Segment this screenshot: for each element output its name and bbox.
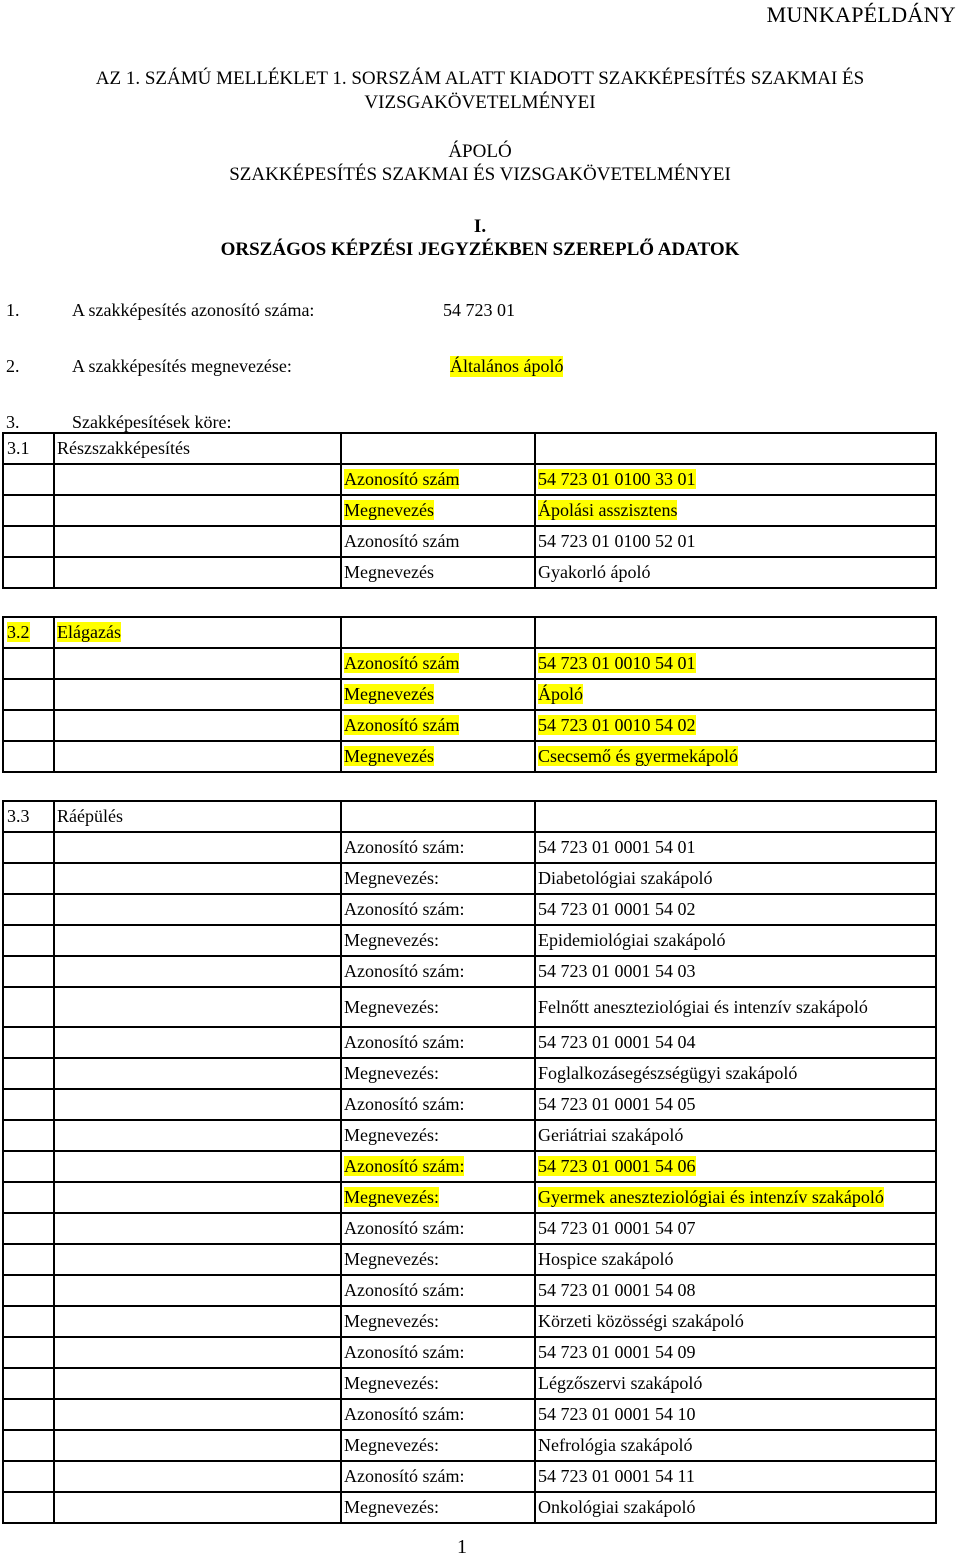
row-key: Megnevezés: (344, 930, 439, 950)
row-value: Geriátriai szakápoló (538, 1125, 684, 1145)
row-value: 54 723 01 0001 54 10 (538, 1404, 696, 1424)
row-value: 54 723 01 0001 54 08 (538, 1280, 696, 1300)
row-value: 54 723 01 0001 54 07 (538, 1218, 696, 1238)
table-row (3, 526, 936, 557)
item-2-number: 2. (6, 356, 20, 376)
table-row (3, 1337, 936, 1368)
row-key: Azonosító szám (344, 715, 460, 735)
table-row (3, 1492, 936, 1523)
row-key: Megnevezés: (344, 1311, 439, 1331)
item-3-number: 3. (6, 412, 20, 432)
row-key: Megnevezés (344, 562, 434, 582)
row-value: Csecsemő és gyermekápoló (538, 746, 738, 766)
table-row (3, 1120, 936, 1151)
row-key: Azonosító szám (344, 469, 460, 489)
row-value: Diabetológiai szakápoló (538, 868, 713, 888)
table-row (3, 495, 936, 526)
row-key: Azonosító szám (344, 653, 460, 673)
table-header-row (3, 801, 936, 832)
table-row (3, 925, 936, 956)
row-value: 54 723 01 0001 54 06 (538, 1156, 696, 1176)
row-value: Ápolási asszisztens (538, 500, 678, 520)
table-row (3, 1027, 936, 1058)
row-value: 54 723 01 0001 54 02 (538, 899, 696, 919)
row-key: Megnevezés: (344, 868, 439, 888)
title-line-2: VIZSGAKÖVETELMÉNYEI (364, 92, 596, 113)
row-key: Megnevezés: (344, 1125, 439, 1145)
table-row (3, 1430, 936, 1461)
title-line-1: AZ 1. SZÁMÚ MELLÉKLET 1. SORSZÁM ALATT KIADOTT SZAKKÉPESÍTÉS SZAKMAI ÉS (95, 68, 865, 89)
row-key: Azonosító szám: (344, 1094, 465, 1114)
section-number: 3.1 (3, 433, 54, 464)
row-key: Azonosító szám: (344, 1280, 465, 1300)
table-row (3, 1275, 936, 1306)
row-key: Megnevezés: (344, 1249, 439, 1269)
row-value: Epidemiológiai szakápoló (538, 930, 726, 950)
section-number: 3.2 (7, 622, 30, 642)
row-value: Légzőszervi szakápoló (538, 1373, 703, 1393)
table-row (3, 1461, 936, 1492)
row-value: 54 723 01 0001 54 01 (538, 837, 696, 857)
section-title: ORSZÁGOS KÉPZÉSI JEGYZÉKBEN SZEREPLŐ ADATOK (220, 239, 740, 260)
table-header-row (3, 433, 936, 464)
table-row (3, 956, 936, 987)
subject-title: ÁPOLÓ (448, 141, 512, 162)
section-number: I. (473, 216, 487, 237)
row-key: Azonosító szám: (344, 1156, 465, 1176)
table-row (3, 741, 936, 772)
row-value: 54 723 01 0001 54 04 (538, 1032, 696, 1052)
item-1-value: 54 723 01 (443, 300, 515, 320)
row-key: Megnevezés: (344, 996, 439, 1017)
table-row (3, 894, 936, 925)
row-value: 54 723 01 0001 54 11 (538, 1466, 695, 1486)
table-row (3, 648, 936, 679)
row-value: Onkológiai szakápoló (538, 1497, 696, 1517)
row-value: 54 723 01 0100 33 01 (538, 469, 696, 489)
section-title: Elágazás (57, 622, 121, 642)
table-row (3, 679, 936, 710)
subject-subtitle: SZAKKÉPESÍTÉS SZAKMAI ÉS VIZSGAKÖVETELMÉNYEI (229, 164, 731, 185)
page-number: 1 (457, 1536, 467, 1558)
table-row (3, 710, 936, 741)
row-value: Körzeti közösségi szakápoló (538, 1311, 744, 1331)
row-value: Gyermek aneszteziológiai és intenzív szakápoló (538, 1187, 884, 1207)
item-2-value: Általános ápoló (450, 356, 564, 376)
row-key: Megnevezés (344, 500, 434, 520)
table-row (3, 1368, 936, 1399)
table-row (3, 1213, 936, 1244)
row-key: Azonosító szám: (344, 1032, 465, 1052)
table-row (3, 1182, 936, 1213)
section-number: 3.3 (3, 801, 54, 832)
row-key: Megnevezés: (344, 1497, 439, 1517)
row-key: Megnevezés: (344, 1063, 439, 1083)
row-key: Megnevezés (344, 684, 434, 704)
table-elagazas (2, 616, 937, 773)
table-row (3, 1244, 936, 1275)
table-row (3, 1151, 936, 1182)
row-value: 54 723 01 0010 54 01 (538, 653, 696, 673)
document-stamp: MUNKAPÉLDÁNY (766, 2, 956, 27)
row-key: Azonosító szám: (344, 837, 465, 857)
table-row (3, 987, 936, 1027)
row-value: 54 723 01 0001 54 05 (538, 1094, 696, 1114)
table-row (3, 1399, 936, 1430)
item-2-label: A szakképesítés megnevezése: (72, 356, 292, 376)
table-row (3, 863, 936, 894)
row-key: Megnevezés: (344, 1373, 439, 1393)
row-key: Azonosító szám: (344, 1404, 465, 1424)
table-row (3, 464, 936, 495)
table-reszszakkepesites (2, 432, 937, 589)
row-value: 54 723 01 0001 54 09 (538, 1342, 696, 1362)
section-title: Ráépülés (54, 801, 341, 832)
row-key: Azonosító szám (344, 531, 460, 551)
row-value: Nefrológia szakápoló (538, 1435, 693, 1455)
row-key: Azonosító szám: (344, 1466, 465, 1486)
table-raepules (2, 800, 937, 1524)
row-value: 54 723 01 0010 54 02 (538, 715, 696, 735)
row-value: Foglalkozásegészségügyi szakápoló (538, 1063, 798, 1083)
row-key: Megnevezés (344, 746, 434, 766)
row-key: Azonosító szám: (344, 961, 465, 981)
row-key: Megnevezés: (344, 1435, 439, 1455)
table-row (3, 1089, 936, 1120)
table-row (3, 1306, 936, 1337)
item-3-label: Szakképesítések köre: (72, 412, 232, 432)
row-key: Azonosító szám: (344, 899, 465, 919)
row-value: Felnőtt aneszteziológiai és intenzív szakápoló (538, 996, 868, 1017)
table-row (3, 557, 936, 588)
row-key: Megnevezés: (344, 1187, 439, 1207)
row-value: Ápoló (538, 684, 583, 704)
row-value: Gyakorló ápoló (538, 562, 651, 582)
table-row (3, 832, 936, 863)
row-key: Azonosító szám: (344, 1218, 465, 1238)
table-header-row (3, 617, 936, 648)
row-key: Azonosító szám: (344, 1342, 465, 1362)
row-value: 54 723 01 0001 54 03 (538, 961, 696, 981)
item-1-number: 1. (6, 300, 20, 320)
row-value: 54 723 01 0100 52 01 (538, 531, 696, 551)
table-row (3, 1058, 936, 1089)
item-1-label: A szakképesítés azonosító száma: (72, 300, 315, 320)
section-title: Részszakképesítés (54, 433, 341, 464)
row-value: Hospice szakápoló (538, 1249, 674, 1269)
